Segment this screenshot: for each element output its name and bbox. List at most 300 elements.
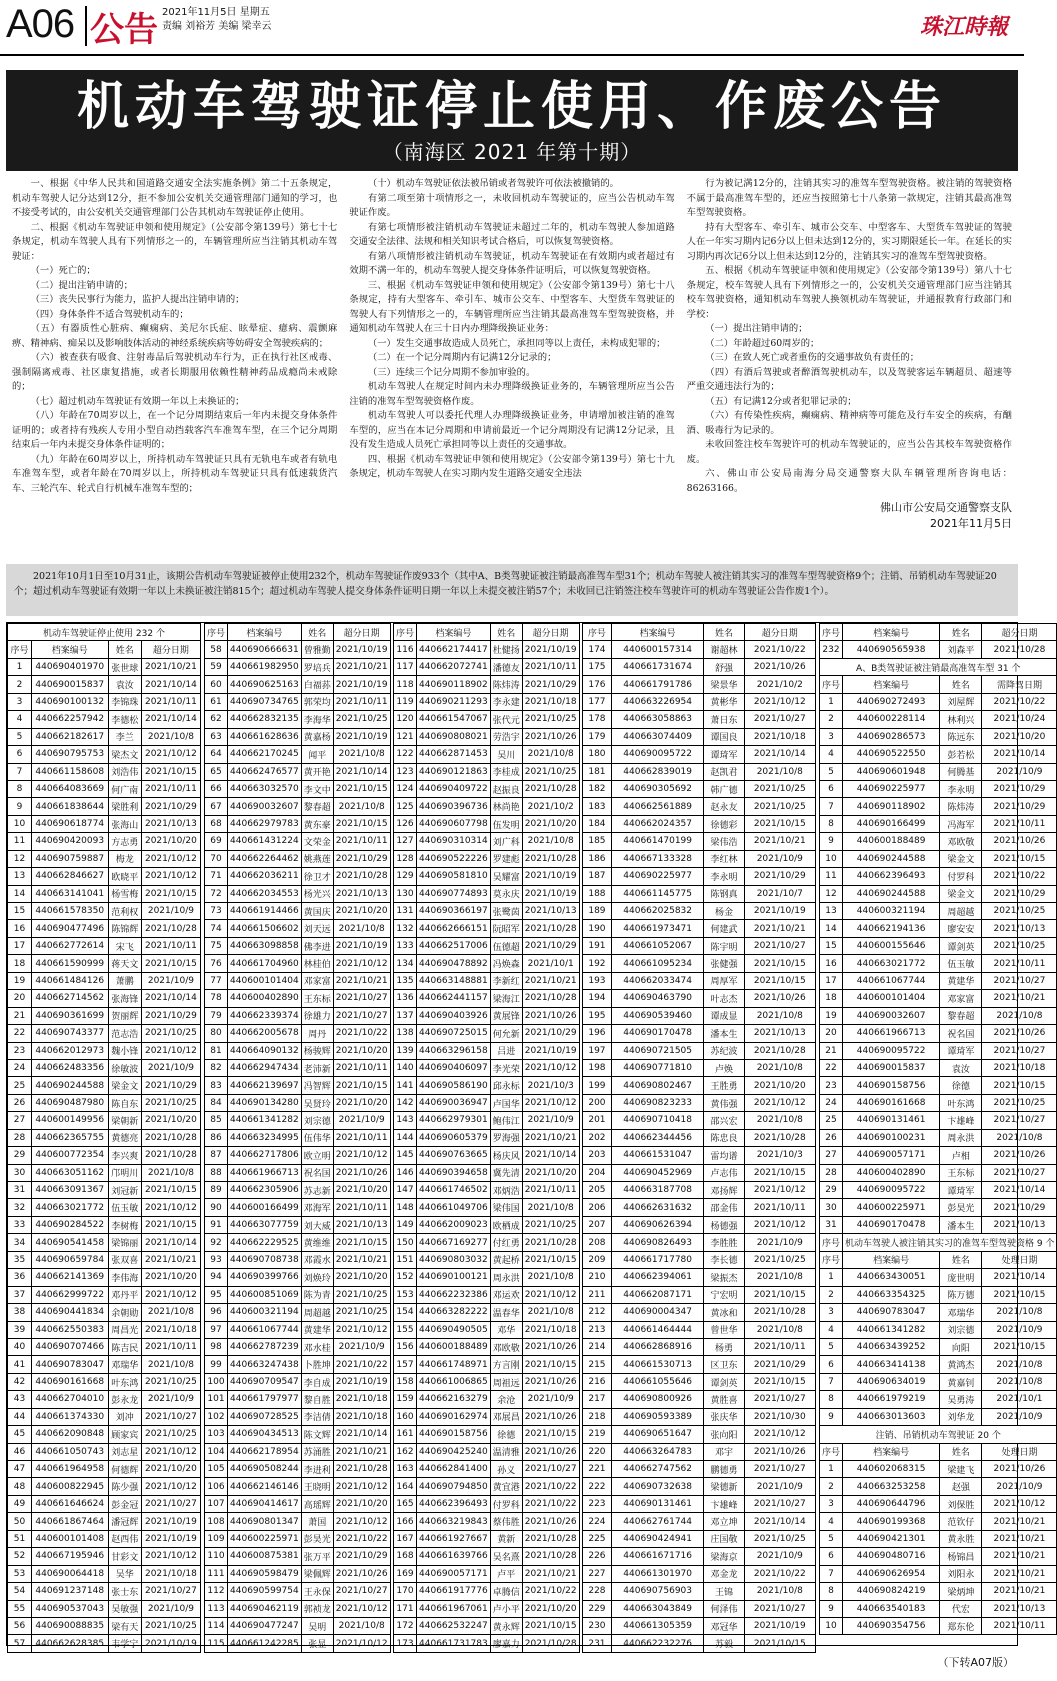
row-file-number: 440661731674 — [611, 658, 704, 675]
row-date: 2021/10/26 — [744, 1443, 815, 1460]
row-date: 2021/10/20 — [522, 1164, 579, 1181]
row-name: 周祖远 — [490, 1373, 522, 1390]
row-name: 黎春超 — [301, 798, 333, 815]
row-name: 李光荣 — [490, 1059, 522, 1076]
row-date: 2021/10/22 — [333, 1356, 390, 1373]
row-seq: 167 — [394, 1530, 417, 1547]
row-seq: 22 — [820, 1059, 843, 1076]
row-seq: 108 — [205, 1513, 228, 1530]
row-file-number: 440690826493 — [611, 1234, 704, 1251]
row-name: 赵西伟 — [108, 1530, 141, 1547]
row-date: 2021/10/9 — [141, 903, 200, 920]
row-seq: 81 — [205, 1042, 228, 1059]
row-file-number: 440690800926 — [611, 1391, 704, 1408]
newspaper-logo: 珠江時報 — [919, 14, 1008, 40]
table-row — [394, 1548, 580, 1565]
row-file-number: 440690644796 — [843, 1495, 940, 1512]
table-row — [820, 1077, 1057, 1094]
row-seq: 4 — [820, 1513, 843, 1530]
row-date: 2021/10/11 — [982, 955, 1057, 972]
row-seq: 121 — [394, 728, 417, 745]
row-file-number: 440662550383 — [31, 1321, 108, 1338]
row-date: 2021/10/12 — [333, 1635, 390, 1652]
row-file-number: 440602068315 — [843, 1461, 940, 1478]
row-seq: 227 — [583, 1565, 612, 1582]
table-row — [583, 920, 816, 937]
row-date: 2021/10/21 — [982, 1513, 1057, 1530]
row-name: 刘广科 — [490, 833, 522, 850]
row-date: 2021/10/21 — [141, 658, 200, 675]
row-name: 罗培兵 — [301, 658, 333, 675]
row-seq: 79 — [205, 1007, 228, 1024]
row-date: 2021/10/8 — [744, 1059, 815, 1076]
row-date: 2021/10/9 — [744, 1478, 815, 1495]
row-date: 2021/10/27 — [333, 1583, 390, 1600]
row-name: 张庆华 — [704, 1408, 744, 1425]
announcement-banner — [6, 70, 1018, 171]
row-seq: 49 — [8, 1495, 32, 1512]
row-name: 李桂成 — [490, 763, 522, 780]
row-date: 2021/10/28 — [141, 1147, 200, 1164]
row-name: 梁伟浩 — [704, 833, 744, 850]
row-name: 谭琦军 — [940, 1042, 982, 1059]
table-row — [205, 1495, 391, 1512]
row-name: 梁金文 — [108, 1077, 141, 1094]
table-row — [820, 990, 1057, 1007]
row-date: 2021/10/25 — [522, 763, 579, 780]
row-file-number: 440661639766 — [417, 1548, 491, 1565]
row-seq: 168 — [394, 1548, 417, 1565]
row-name: 邓水桂 — [301, 1338, 333, 1355]
row-name: 杜健扬 — [490, 641, 522, 658]
row-seq: 109 — [205, 1530, 228, 1547]
row-name: 陈锦辉 — [108, 920, 141, 937]
row-file-number: 440690710418 — [611, 1112, 704, 1129]
row-date: 2021/10/13 — [982, 920, 1057, 937]
table-row — [820, 868, 1057, 885]
row-name: 邓炳浩 — [490, 1182, 522, 1199]
row-name: 张双喜 — [108, 1251, 141, 1268]
row-seq: 124 — [394, 780, 417, 797]
row-file-number: 440690783047 — [31, 1356, 108, 1373]
row-date: 2021/10/12 — [744, 693, 815, 710]
row-file-number: 440663226954 — [611, 693, 704, 710]
row-name: 邓瑞华 — [108, 1356, 141, 1373]
page-header — [0, 0, 1024, 58]
table-row — [8, 972, 201, 989]
row-name: 吴耀富 — [490, 868, 522, 885]
row-seq: 77 — [205, 972, 228, 989]
row-seq: 194 — [583, 990, 612, 1007]
table-row — [583, 1025, 816, 1042]
row-file-number: 440690581810 — [417, 868, 491, 885]
row-file-number: 440690244588 — [843, 850, 940, 867]
table-row — [8, 955, 201, 972]
row-name: 谭成显 — [704, 1007, 744, 1024]
row-seq: 27 — [820, 1147, 843, 1164]
row-name: 袁汝 — [108, 676, 141, 693]
row-name: 曾雅勤 — [301, 641, 333, 658]
row-file-number: 440661966713 — [228, 1164, 302, 1181]
table-row — [820, 1583, 1057, 1600]
row-date: 2021/10/19 — [141, 1635, 200, 1652]
row-file-number: 440661049706 — [417, 1199, 491, 1216]
row-name: 付罗科 — [940, 868, 982, 885]
row-date: 2021/10/12 — [744, 1426, 815, 1443]
row-file-number: 440690759887 — [31, 850, 108, 867]
table-row — [205, 1443, 391, 1460]
table-row — [205, 1147, 391, 1164]
row-name: 谭剑英 — [940, 937, 982, 954]
table-row — [205, 990, 391, 1007]
row-seq: 19 — [8, 972, 32, 989]
row-seq: 25 — [8, 1077, 32, 1094]
row-file-number: 440663148881 — [417, 972, 491, 989]
row-file-number: 440663021772 — [843, 955, 940, 972]
row-seq: 116 — [394, 641, 417, 658]
row-name: 韦学宁 — [108, 1635, 141, 1652]
table-row — [205, 1513, 391, 1530]
row-date: 2021/10/8 — [982, 1373, 1057, 1390]
row-date: 2021/10/15 — [333, 815, 390, 832]
row-name: 邵兴宏 — [704, 1112, 744, 1129]
table-row — [8, 1495, 201, 1512]
table-row — [820, 1286, 1057, 1303]
row-name: 张世球 — [108, 658, 141, 675]
row-seq: 131 — [394, 903, 417, 920]
row-date: 2021/10/8 — [744, 1583, 815, 1600]
table-row — [205, 1391, 391, 1408]
header-name: 姓名 — [940, 624, 982, 641]
row-name: 劳浩宇 — [490, 728, 522, 745]
row-file-number: 440690361699 — [31, 1007, 108, 1024]
row-file-number: 440662772614 — [31, 937, 108, 954]
table-row — [394, 1025, 580, 1042]
row-date: 2021/10/27 — [744, 937, 815, 954]
table-row — [8, 1042, 201, 1059]
row-name: 李文中 — [301, 780, 333, 797]
row-seq: 46 — [8, 1443, 32, 1460]
row-file-number: 440662483356 — [31, 1059, 108, 1076]
row-seq: 39 — [8, 1321, 32, 1338]
table-column-5 — [819, 623, 1055, 1645]
row-date: 2021/10/13 — [522, 903, 579, 920]
row-date: 2021/10/8 — [982, 1129, 1057, 1146]
row-name: 黄嘉杨 — [301, 728, 333, 745]
row-file-number: 440662182617 — [31, 728, 108, 745]
row-date: 2021/10/11 — [744, 1338, 815, 1355]
table-row — [8, 1635, 201, 1652]
section-caption: A、B类驾驶证被注销最高准驾车型 31 个 — [820, 658, 1057, 675]
row-date: 2021/10/9 — [522, 1112, 579, 1129]
row-file-number: 440663051162 — [31, 1164, 108, 1181]
row-name: 李伟海 — [108, 1269, 141, 1286]
table-row — [583, 1199, 816, 1216]
row-file-number: 440690225977 — [843, 780, 940, 797]
row-seq: 154 — [394, 1304, 417, 1321]
row-name: 黄伟强 — [704, 1094, 744, 1111]
table-row — [8, 1478, 201, 1495]
table-row — [820, 780, 1057, 797]
row-date: 2021/10/25 — [982, 937, 1057, 954]
row-file-number: 440690763665 — [417, 1147, 491, 1164]
row-date: 2021/10/20 — [141, 833, 200, 850]
row-seq: 76 — [205, 955, 228, 972]
row-date: 2021/10/11 — [333, 1199, 390, 1216]
table-row — [583, 972, 816, 989]
row-file-number: 440661717780 — [611, 1251, 704, 1268]
row-file-number: 440661748971 — [417, 1356, 491, 1373]
header-seq: 序号 — [583, 624, 612, 641]
table-row — [394, 1373, 580, 1390]
row-seq: 94 — [205, 1269, 228, 1286]
table-row — [394, 746, 580, 763]
row-seq: 152 — [394, 1269, 417, 1286]
row-seq: 1 — [820, 693, 843, 710]
row-seq: 66 — [205, 780, 228, 797]
table-row — [8, 1286, 201, 1303]
row-seq: 15 — [820, 937, 843, 954]
row-date: 2021/10/26 — [522, 1513, 579, 1530]
header-seq: 序号 — [820, 1234, 843, 1251]
row-name: 彭金冠 — [108, 1495, 141, 1512]
row-file-number: 440662631632 — [611, 1199, 704, 1216]
row-seq: 14 — [8, 885, 32, 902]
row-seq: 28 — [820, 1164, 843, 1181]
row-date: 2021/10/11 — [141, 937, 200, 954]
row-date: 2021/10/12 — [522, 1059, 579, 1076]
row-name: 苏志新 — [301, 1182, 333, 1199]
row-seq: 214 — [583, 1338, 612, 1355]
row-file-number: 440662005678 — [228, 1025, 302, 1042]
row-seq: 29 — [8, 1147, 32, 1164]
row-date: 2021/10/8 — [333, 798, 390, 815]
row-file-number: 440663141041 — [31, 885, 108, 902]
row-file-number: 440663264783 — [611, 1443, 704, 1460]
row-date: 2021/10/21 — [982, 990, 1057, 1007]
row-file-number: 440661374330 — [31, 1408, 108, 1425]
row-date: 2021/10/9 — [982, 763, 1057, 780]
row-name: 吴勇涛 — [940, 1391, 982, 1408]
row-name: 温清雅 — [490, 1443, 522, 1460]
announcement-subtitle: （南海区 2021 年第十期） — [382, 140, 642, 164]
row-file-number: 440667169277 — [417, 1234, 491, 1251]
intro-paragraph: 机动车驾驶人在规定时间内未办理降级换证业务的，车辆管理所应当公告注销的准驾车型驾驶资格作废。 — [349, 381, 675, 407]
row-file-number: 440690403926 — [417, 1007, 491, 1024]
row-name: 梅龙 — [108, 850, 141, 867]
row-seq: 28 — [8, 1129, 32, 1146]
row-seq: 177 — [583, 693, 612, 710]
row-date: 2021/10/24 — [982, 711, 1057, 728]
row-name: 王永保 — [301, 1583, 333, 1600]
row-seq: 189 — [583, 903, 612, 920]
row-name: 何泽伟 — [704, 1600, 744, 1617]
row-date: 2021/10/15 — [141, 1182, 200, 1199]
row-file-number: 440662628385 — [31, 1635, 108, 1652]
row-seq: 224 — [583, 1513, 612, 1530]
row-seq: 143 — [394, 1112, 417, 1129]
table-row — [205, 1234, 391, 1251]
row-name: 谭琦军 — [940, 1182, 982, 1199]
row-name: 邓欧敬 — [490, 1338, 522, 1355]
row-name: 卞雄峰 — [940, 1112, 982, 1129]
row-file-number: 440661506602 — [228, 920, 302, 937]
row-date: 2021/10/22 — [522, 1583, 579, 1600]
row-file-number: 440690478892 — [417, 955, 491, 972]
row-file-number: 440690166499 — [843, 815, 940, 832]
row-name: 李新红 — [490, 972, 522, 989]
row-seq: 96 — [205, 1304, 228, 1321]
row-name: 甘彩文 — [108, 1548, 141, 1565]
row-name: 李永明 — [940, 780, 982, 797]
row-date: 2021/10/12 — [744, 1094, 815, 1111]
row-file-number: 440690808021 — [417, 728, 491, 745]
table-row — [583, 1373, 816, 1390]
table-row — [394, 711, 580, 728]
row-seq: 19 — [820, 1007, 843, 1024]
row-seq: 232 — [820, 641, 843, 658]
table-row — [583, 1129, 816, 1146]
intro-paragraph: （五）有记满12分或者犯罪记录的； — [705, 395, 857, 407]
intro-paragraph: 机动车驾驶人可以委托代理人办理降级换证业务，申请增加被注销的准驾车型的，应当在本记分周期和申请前最近一个记分周期没有记满12分记录，且没有发生造成人员死亡承担同等以上责任的交通事故。 — [349, 410, 675, 450]
table-row — [583, 1182, 816, 1199]
table-row — [8, 1548, 201, 1565]
row-seq: 3 — [820, 1495, 843, 1512]
row-date: 2021/10/12 — [141, 746, 200, 763]
row-file-number: 440600157314 — [611, 641, 704, 658]
row-file-number: 440690634019 — [843, 1373, 940, 1390]
row-name: 吴名熹 — [490, 1548, 522, 1565]
row-file-number: 440690118902 — [843, 798, 940, 815]
row-name: 黄胜喜 — [704, 1391, 744, 1408]
row-seq: 9 — [820, 1600, 843, 1617]
row-name: 卞雄峰 — [704, 1495, 744, 1512]
intro-paragraph: 行为被记满12分的，注销其实习的准驾车型驾驶资格。被注销的驾驶资格不属于最高准驾车型的，还应当按照第七十八条第一款规定，注销其最高准驾车型驾驶资格。 — [686, 178, 1012, 218]
row-date: 2021/10/18 — [141, 1565, 200, 1582]
intro-paragraph: （十）机动车驾驶证依法被吊销或者驾驶许可依法被撤销的。 — [367, 178, 619, 189]
row-name: 林利兴 — [940, 711, 982, 728]
row-file-number: 440663058863 — [611, 711, 704, 728]
table-row — [820, 746, 1057, 763]
row-seq: 2 — [820, 711, 843, 728]
table-row — [394, 1583, 580, 1600]
row-date: 2021/10/15 — [333, 1234, 390, 1251]
row-date: 2021/10/21 — [982, 1530, 1057, 1547]
row-file-number: 440662174417 — [417, 641, 491, 658]
table-row — [394, 1478, 580, 1495]
row-date: 2021/10/19 — [522, 885, 579, 902]
row-file-number: 440690626394 — [611, 1216, 704, 1233]
row-date: 2021/10/25 — [141, 1373, 200, 1390]
row-seq: 151 — [394, 1251, 417, 1268]
row-date: 2021/10/12 — [333, 955, 390, 972]
row-date: 2021/10/29 — [333, 1548, 390, 1565]
row-seq: 220 — [583, 1443, 612, 1460]
row-name: 叶东鸿 — [108, 1373, 141, 1390]
row-file-number: 440662717806 — [228, 1147, 302, 1164]
row-file-number: 440661470199 — [611, 833, 704, 850]
table-row — [205, 1007, 391, 1024]
row-name: 邝明川 — [108, 1164, 141, 1181]
intro-paragraph: 有第七项情形被注销机动车驾驶证未超过二年的，机动车驾驶人参加道路交通安全法律、法规和相关知识考试合格后，可以恢复驾驶资格。 — [349, 221, 675, 247]
table-row — [820, 1617, 1057, 1634]
row-name: 郑东伦 — [940, 1617, 982, 1634]
license-table — [582, 623, 816, 1653]
row-name: 鹏德勇 — [704, 1461, 744, 1478]
row-name: 伍发明 — [490, 815, 522, 832]
row-date: 2021/10/14 — [744, 1513, 815, 1530]
signature-date: 2021年11月5日 — [929, 517, 1012, 530]
row-date: 2021/10/26 — [744, 658, 815, 675]
row-name: 梁锦丽 — [108, 1234, 141, 1251]
row-date: 2021/10/29 — [982, 798, 1057, 815]
row-file-number: 440690004347 — [611, 1304, 704, 1321]
row-name: 李永建 — [490, 693, 522, 710]
row-seq: 16 — [8, 920, 32, 937]
row-seq: 160 — [394, 1408, 417, 1425]
row-name: 彭永龙 — [108, 1391, 141, 1408]
row-name: 李锦珠 — [108, 693, 141, 710]
row-name: 黄国庆 — [301, 903, 333, 920]
table-row — [205, 711, 391, 728]
table-row — [8, 1617, 201, 1634]
row-name: 李永明 — [704, 868, 744, 885]
row-file-number: 440690244588 — [31, 1077, 108, 1094]
header-seq: 序号 — [820, 676, 843, 693]
row-date: 2021/10/14 — [982, 746, 1057, 763]
row-seq: 2 — [8, 676, 32, 693]
row-date: 2021/10/15 — [982, 1338, 1057, 1355]
row-seq: 22 — [8, 1025, 32, 1042]
row-file-number: 440661301970 — [611, 1565, 704, 1582]
row-file-number: 440690284522 — [31, 1216, 108, 1233]
row-date: 2021/10/28 — [982, 641, 1057, 658]
row-seq: 132 — [394, 920, 417, 937]
row-seq: 8 — [8, 780, 32, 797]
row-name: 邱永标 — [490, 1077, 522, 1094]
row-name: 舒强 — [704, 658, 744, 675]
row-file-number: 440661917776 — [417, 1583, 491, 1600]
row-date: 2021/10/19 — [522, 641, 579, 658]
row-date: 2021/10/19 — [522, 1042, 579, 1059]
row-name: 梁伟国 — [490, 1199, 522, 1216]
row-date: 2021/10/11 — [744, 1199, 815, 1216]
row-file-number: 440661746502 — [417, 1182, 491, 1199]
table-row — [205, 728, 391, 745]
row-file-number: 440600188489 — [417, 1338, 491, 1355]
row-name: 张士东 — [108, 1583, 141, 1600]
row-seq: 93 — [205, 1251, 228, 1268]
row-name: 蒋天文 — [108, 955, 141, 972]
row-file-number: 440600101404 — [228, 972, 302, 989]
row-file-number: 440690394658 — [417, 1164, 491, 1181]
row-seq: 6 — [820, 780, 843, 797]
table-row — [205, 1251, 391, 1268]
row-date: 2021/10/11 — [141, 693, 200, 710]
row-file-number: 440600101404 — [843, 990, 940, 1007]
row-seq: 173 — [394, 1635, 417, 1652]
row-name: 周厚军 — [704, 972, 744, 989]
row-date: 2021/10/25 — [982, 1094, 1057, 1111]
table-row — [205, 1478, 391, 1495]
table-row — [583, 728, 816, 745]
table-row — [583, 1112, 816, 1129]
intro-paragraph: （三）连续三个记分周期不参加审验的。 — [367, 366, 536, 378]
row-date: 2021/10/22 — [522, 1478, 579, 1495]
row-seq: 7 — [820, 1373, 843, 1390]
row-file-number: 440600822945 — [31, 1478, 108, 1495]
row-date: 2021/10/30 — [744, 1408, 815, 1425]
